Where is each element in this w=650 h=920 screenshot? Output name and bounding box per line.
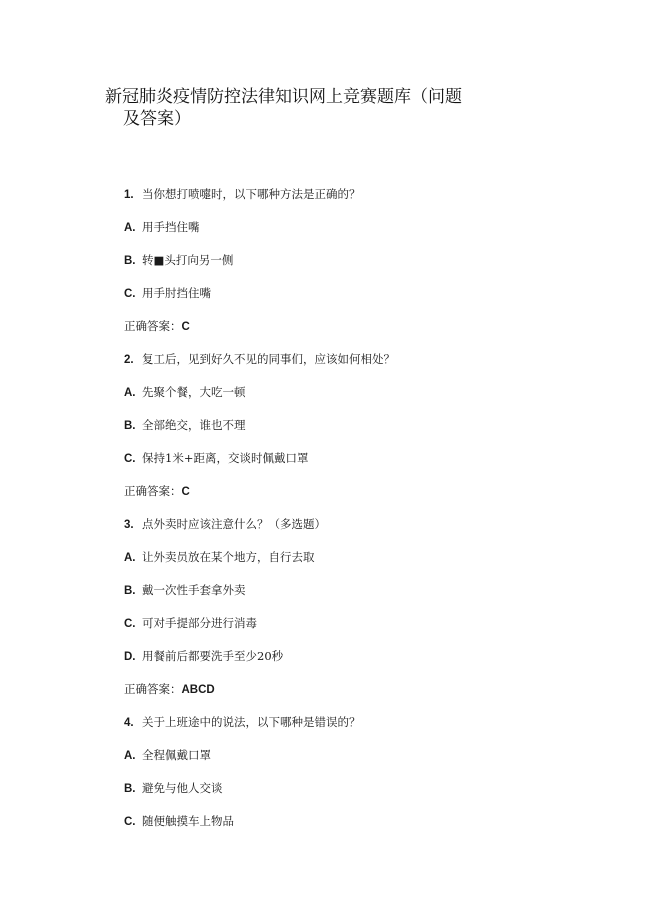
answer-label: 正确答案： (124, 484, 182, 498)
option-1a (124, 220, 200, 235)
option-4c (124, 814, 234, 829)
option-key: B. (124, 255, 136, 267)
option-1c (124, 286, 211, 301)
option-text: 转■头打向另一侧 (142, 253, 234, 267)
question-2 (124, 352, 395, 367)
question-number: 1. (124, 189, 134, 201)
answer-label: 正确答案： (124, 319, 182, 333)
option-3d (124, 649, 283, 664)
option-text: 用手肘挡住嘴 (142, 286, 211, 300)
option-text: 全程佩戴口罩 (142, 748, 211, 762)
option-key: B. (124, 783, 136, 795)
answer-1 (124, 319, 190, 334)
option-text: 用餐前后都要洗手至少20秒 (142, 649, 284, 663)
question-number: 4. (124, 717, 134, 729)
answer-value: C (181, 486, 190, 498)
option-text: 让外卖员放在某个地方，自行去取 (142, 550, 315, 564)
question-4 (124, 715, 361, 730)
option-3c (124, 616, 257, 631)
option-3b (124, 583, 246, 598)
option-text: 随便触摸车上物品 (142, 814, 234, 828)
answer-label: 正确答案： (124, 682, 182, 696)
option-key: A. (124, 552, 136, 564)
document-title (105, 86, 525, 130)
option-key: B. (124, 585, 136, 597)
question-1 (124, 187, 361, 202)
option-text: 可对手提部分进行消毒 (142, 616, 257, 630)
option-2c (124, 451, 308, 466)
question-text: 当你想打喷嚏时，以下哪种方法是正确的？ (142, 187, 361, 201)
question-number: 2. (124, 354, 134, 366)
answer-2 (124, 484, 190, 499)
option-key: A. (124, 750, 136, 762)
option-4b (124, 781, 223, 796)
option-text: 戴一次性手套拿外卖 (142, 583, 246, 597)
option-text: 全部绝交，谁也不理 (142, 418, 246, 432)
title-line-1: 新冠肺炎疫情防控法律知识网上竞赛题库（问题 (105, 87, 462, 107)
option-key: A. (124, 387, 136, 399)
option-key: B. (124, 420, 136, 432)
answer-3 (124, 682, 215, 697)
question-text: 点外卖时应该注意什么？（多选题） (142, 517, 326, 531)
title-line-2: 及答案） (123, 109, 191, 129)
option-key: C. (124, 816, 136, 828)
option-key: C. (124, 618, 136, 630)
option-text: 用手挡住嘴 (142, 220, 200, 234)
option-text: 先聚个餐，大吃一顿 (142, 385, 246, 399)
option-key: D. (124, 651, 136, 663)
option-1b (124, 253, 233, 268)
option-key: C. (124, 453, 136, 465)
question-text: 关于上班途中的说法，以下哪种是错误的？ (142, 715, 361, 729)
option-text: 保持1米+距离，交谈时佩戴口罩 (142, 451, 309, 465)
question-3 (124, 517, 326, 532)
option-3a (124, 550, 315, 565)
answer-value: C (181, 321, 190, 333)
question-text: 复工后，见到好久不见的同事们，应该如何相处？ (142, 352, 395, 366)
option-2b (124, 418, 246, 433)
option-key: A. (124, 222, 136, 234)
option-key: C. (124, 288, 136, 300)
option-text: 避免与他人交谈 (142, 781, 223, 795)
answer-value: ABCD (181, 684, 215, 696)
option-4a (124, 748, 211, 763)
question-number: 3. (124, 519, 134, 531)
option-2a (124, 385, 246, 400)
